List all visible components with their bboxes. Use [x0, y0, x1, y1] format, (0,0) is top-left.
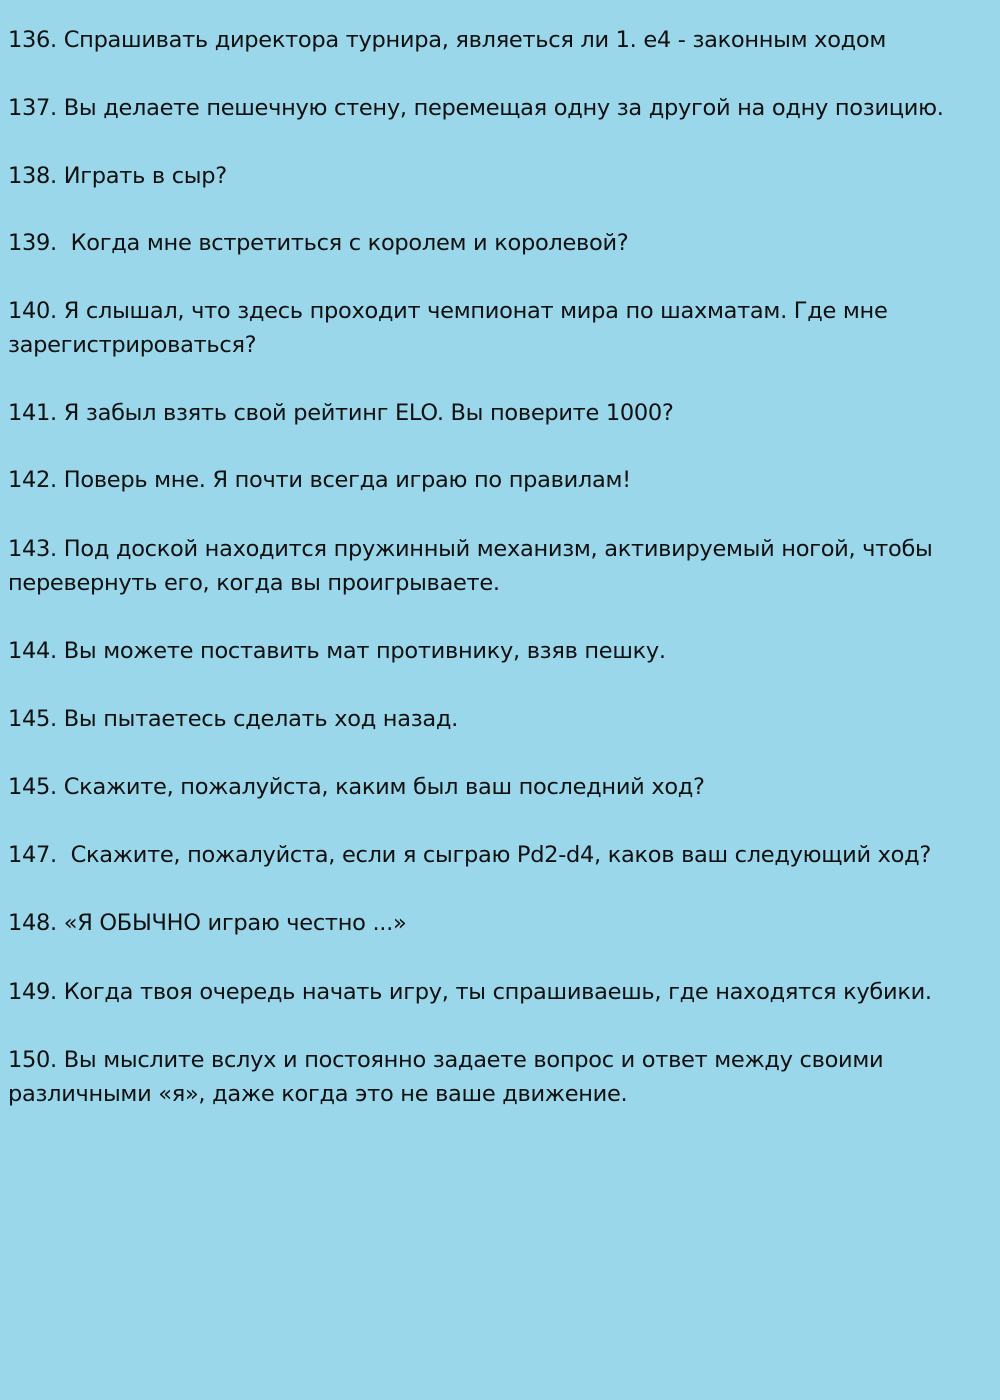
list-item-139: 139. Когда мне встретиться с королем и королевой? — [8, 230, 629, 256]
list-item-150: 150. Вы мыслите вслух и постоянно задаете вопрос и ответ между своими различными «я», даже когда это не ваше движение. — [8, 1047, 884, 1107]
list-item-136: 136. Спрашивать директора турнира, являеться ли 1. e4 - законным ходом — [8, 27, 887, 53]
list-item-149: 149. Когда твоя очередь начать игру, ты спрашиваешь, где находятся кубики. — [8, 979, 932, 1005]
list-item-145a: 145. Вы пытаетесь сделать ход назад. — [8, 706, 458, 732]
list-item-145b: 145. Скажите, пожалуйста, каким был ваш последний ход? — [8, 774, 705, 800]
list-item-142: 142. Поверь мне. Я почти всегда играю по правилам! — [8, 467, 631, 493]
list-item-147: 147. Скажите, пожалуйста, если я сыграю Pd2-d4, каков ваш следующий ход? — [8, 842, 932, 868]
list-item-140: 140. Я слышал, что здесь проходит чемпионат мира по шахматам. Где мне зарегистрироваться? — [8, 298, 888, 358]
list-item-138: 138. Играть в сыр? — [8, 163, 227, 189]
list-item-144: 144. Вы можете поставить мат противнику, взяв пешку. — [8, 638, 666, 664]
list-item-137: 137. Вы делаете пешечную стену, перемещая одну за другой на одну позицию. — [8, 95, 944, 121]
list-item-148: 148. «Я ОБЫЧНО играю честно ...» — [8, 910, 407, 936]
list-item-141: 141. Я забыл взять свой рейтинг ELO. Вы поверите 1000? — [8, 400, 674, 426]
list-item-143: 143. Под доской находится пружинный механизм, активируемый ногой, чтобы перевернуть его, когда вы проигрываете. — [8, 536, 933, 596]
